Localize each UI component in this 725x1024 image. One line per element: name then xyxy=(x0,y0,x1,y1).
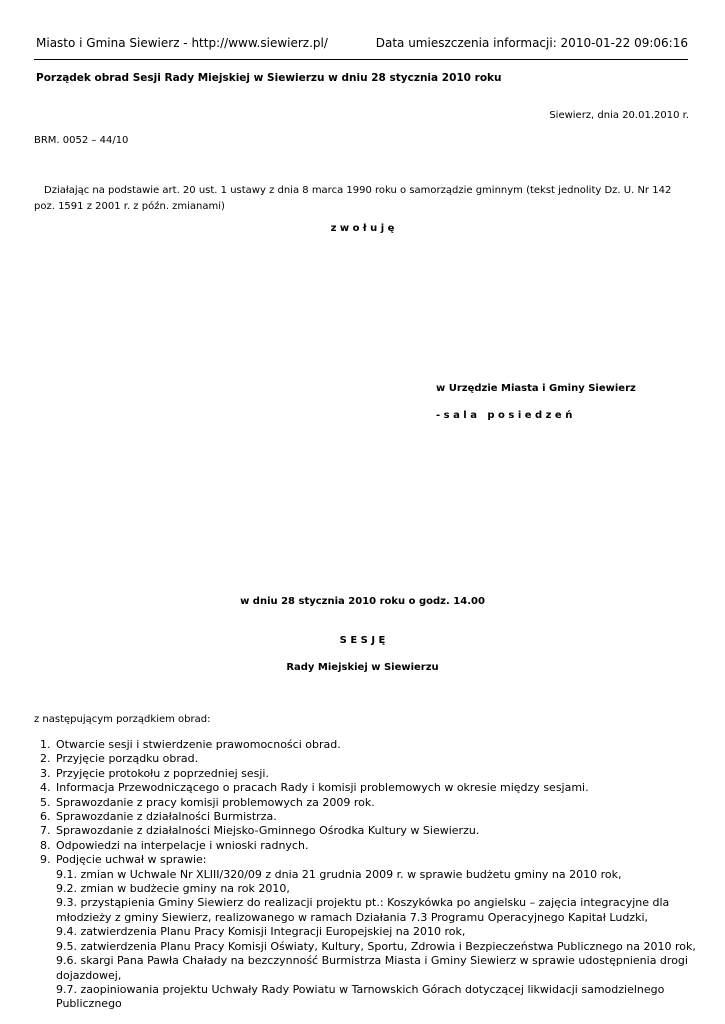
convene-heading: z w o ł u j ę xyxy=(330,223,395,234)
agenda-list xyxy=(34,738,714,1012)
agenda-item: 4. Informacja Przewodniczącego o pracach Rady i komisji problemowych w okresie między sesjami. xyxy=(54,781,714,795)
agenda-subitem: 9.5. zatwierdzenia Planu Pracy Komisji Oświaty, Kultury, Sportu, Zdrowia i Bezpieczeństwa Publicznego na 2010 rok, xyxy=(56,939,696,953)
agenda-subitem: 9.2. zmian w budżecie gminy na rok 2010, xyxy=(56,882,290,896)
agenda-sublist xyxy=(56,868,714,1012)
agenda-item: 3. Przyjęcie protokołu z poprzedniej sesji. xyxy=(54,767,714,781)
agenda-subitem: 9.4. zatwierdzenia Planu Pracy Komisji Integracji Europejskiej na 2010 rok, xyxy=(56,925,466,939)
legal-basis: Działając na podstawie art. 20 ust. 1 ustawy z dnia 8 marca 1990 roku o samorządzie gminnym (tekst jednolity Dz. U. Nr 142 poz. 1591 z 2001 r. z późn. zmianami) xyxy=(34,185,672,212)
agenda-item: 8. Odpowiedzi na interpelacje i wnioski radnych. xyxy=(54,839,714,853)
reference-number: BRM. 0052 – 44/10 xyxy=(34,135,129,146)
agenda-item: 5. Sprawozdanie z pracy komisji problemowych za 2009 rok. xyxy=(54,796,714,810)
header-divider xyxy=(34,59,688,60)
agenda-intro: z następującym porządkiem obrad: xyxy=(34,714,211,725)
agenda-item-label: Podjęcie uchwał w sprawie: xyxy=(56,853,207,867)
agenda-item xyxy=(54,853,714,1011)
header-publish-date: Data umieszczenia informacji: 2010-01-22 09:06:16 xyxy=(375,36,688,50)
agenda-subitem: 9.7. zaopiniowania projektu Uchwały Rady Powiatu w Tarnowskich Górach dotyczącej likwidacji samodzielnego Publicznego xyxy=(56,982,665,1011)
meeting-datetime: w dniu 28 stycznia 2010 roku o godz. 14.00 xyxy=(240,596,485,607)
agenda-item: 2. Przyjęcie porządku obrad. xyxy=(54,752,714,766)
agenda-item: 7. Sprawozdanie z działalności Miejsko-Gminnego Ośrodka Kultury w Siewierzu. xyxy=(54,824,714,838)
meeting-room: - s a l a p o s i e d z e ń xyxy=(436,410,573,421)
agenda-subitem: 9.3. przystąpienia Gminy Siewierz do realizacji projektu pt.: Koszykówka po angielsku – zajęcia integracyjne dla młodzieży z gminy Siewierz, realizowanego w ramach Działania 7.3 Programu Operacyjnego Kapitał Ludzki, xyxy=(56,896,670,924)
agenda-item: 6. Sprawozdanie z działalności Burmistrza. xyxy=(54,810,714,824)
council-name: Rady Miejskiej w Siewierzu xyxy=(286,662,439,673)
session-heading: S E S J Ę xyxy=(339,635,386,646)
agenda-item: 1. Otwarcie sesji i stwierdzenie prawomocności obrad. xyxy=(54,738,714,752)
agenda-subitem: 9.1. zmian w Uchwale Nr XLIII/320/09 z dnia 21 grudnia 2009 r. w sprawie budżetu gminy na 2010 rok, xyxy=(56,867,622,881)
place-date: Siewierz, dnia 20.01.2010 r. xyxy=(549,110,689,121)
agenda-subitem: 9.6. skargi Pana Pawła Chałady na bezczynność Burmistrza Miasta i Gminy Siewierz w sprawie udostępnienia drogi dojazdowej, xyxy=(56,954,688,982)
document-title: Porządek obrad Sesji Rady Miejskiej w Siewierzu w dniu 28 stycznia 2010 roku xyxy=(36,72,502,84)
header-site-link: Miasto i Gmina Siewierz - http://www.siewierz.pl/ xyxy=(36,36,328,50)
meeting-location: w Urzędzie Miasta i Gminy Siewierz xyxy=(436,383,636,394)
